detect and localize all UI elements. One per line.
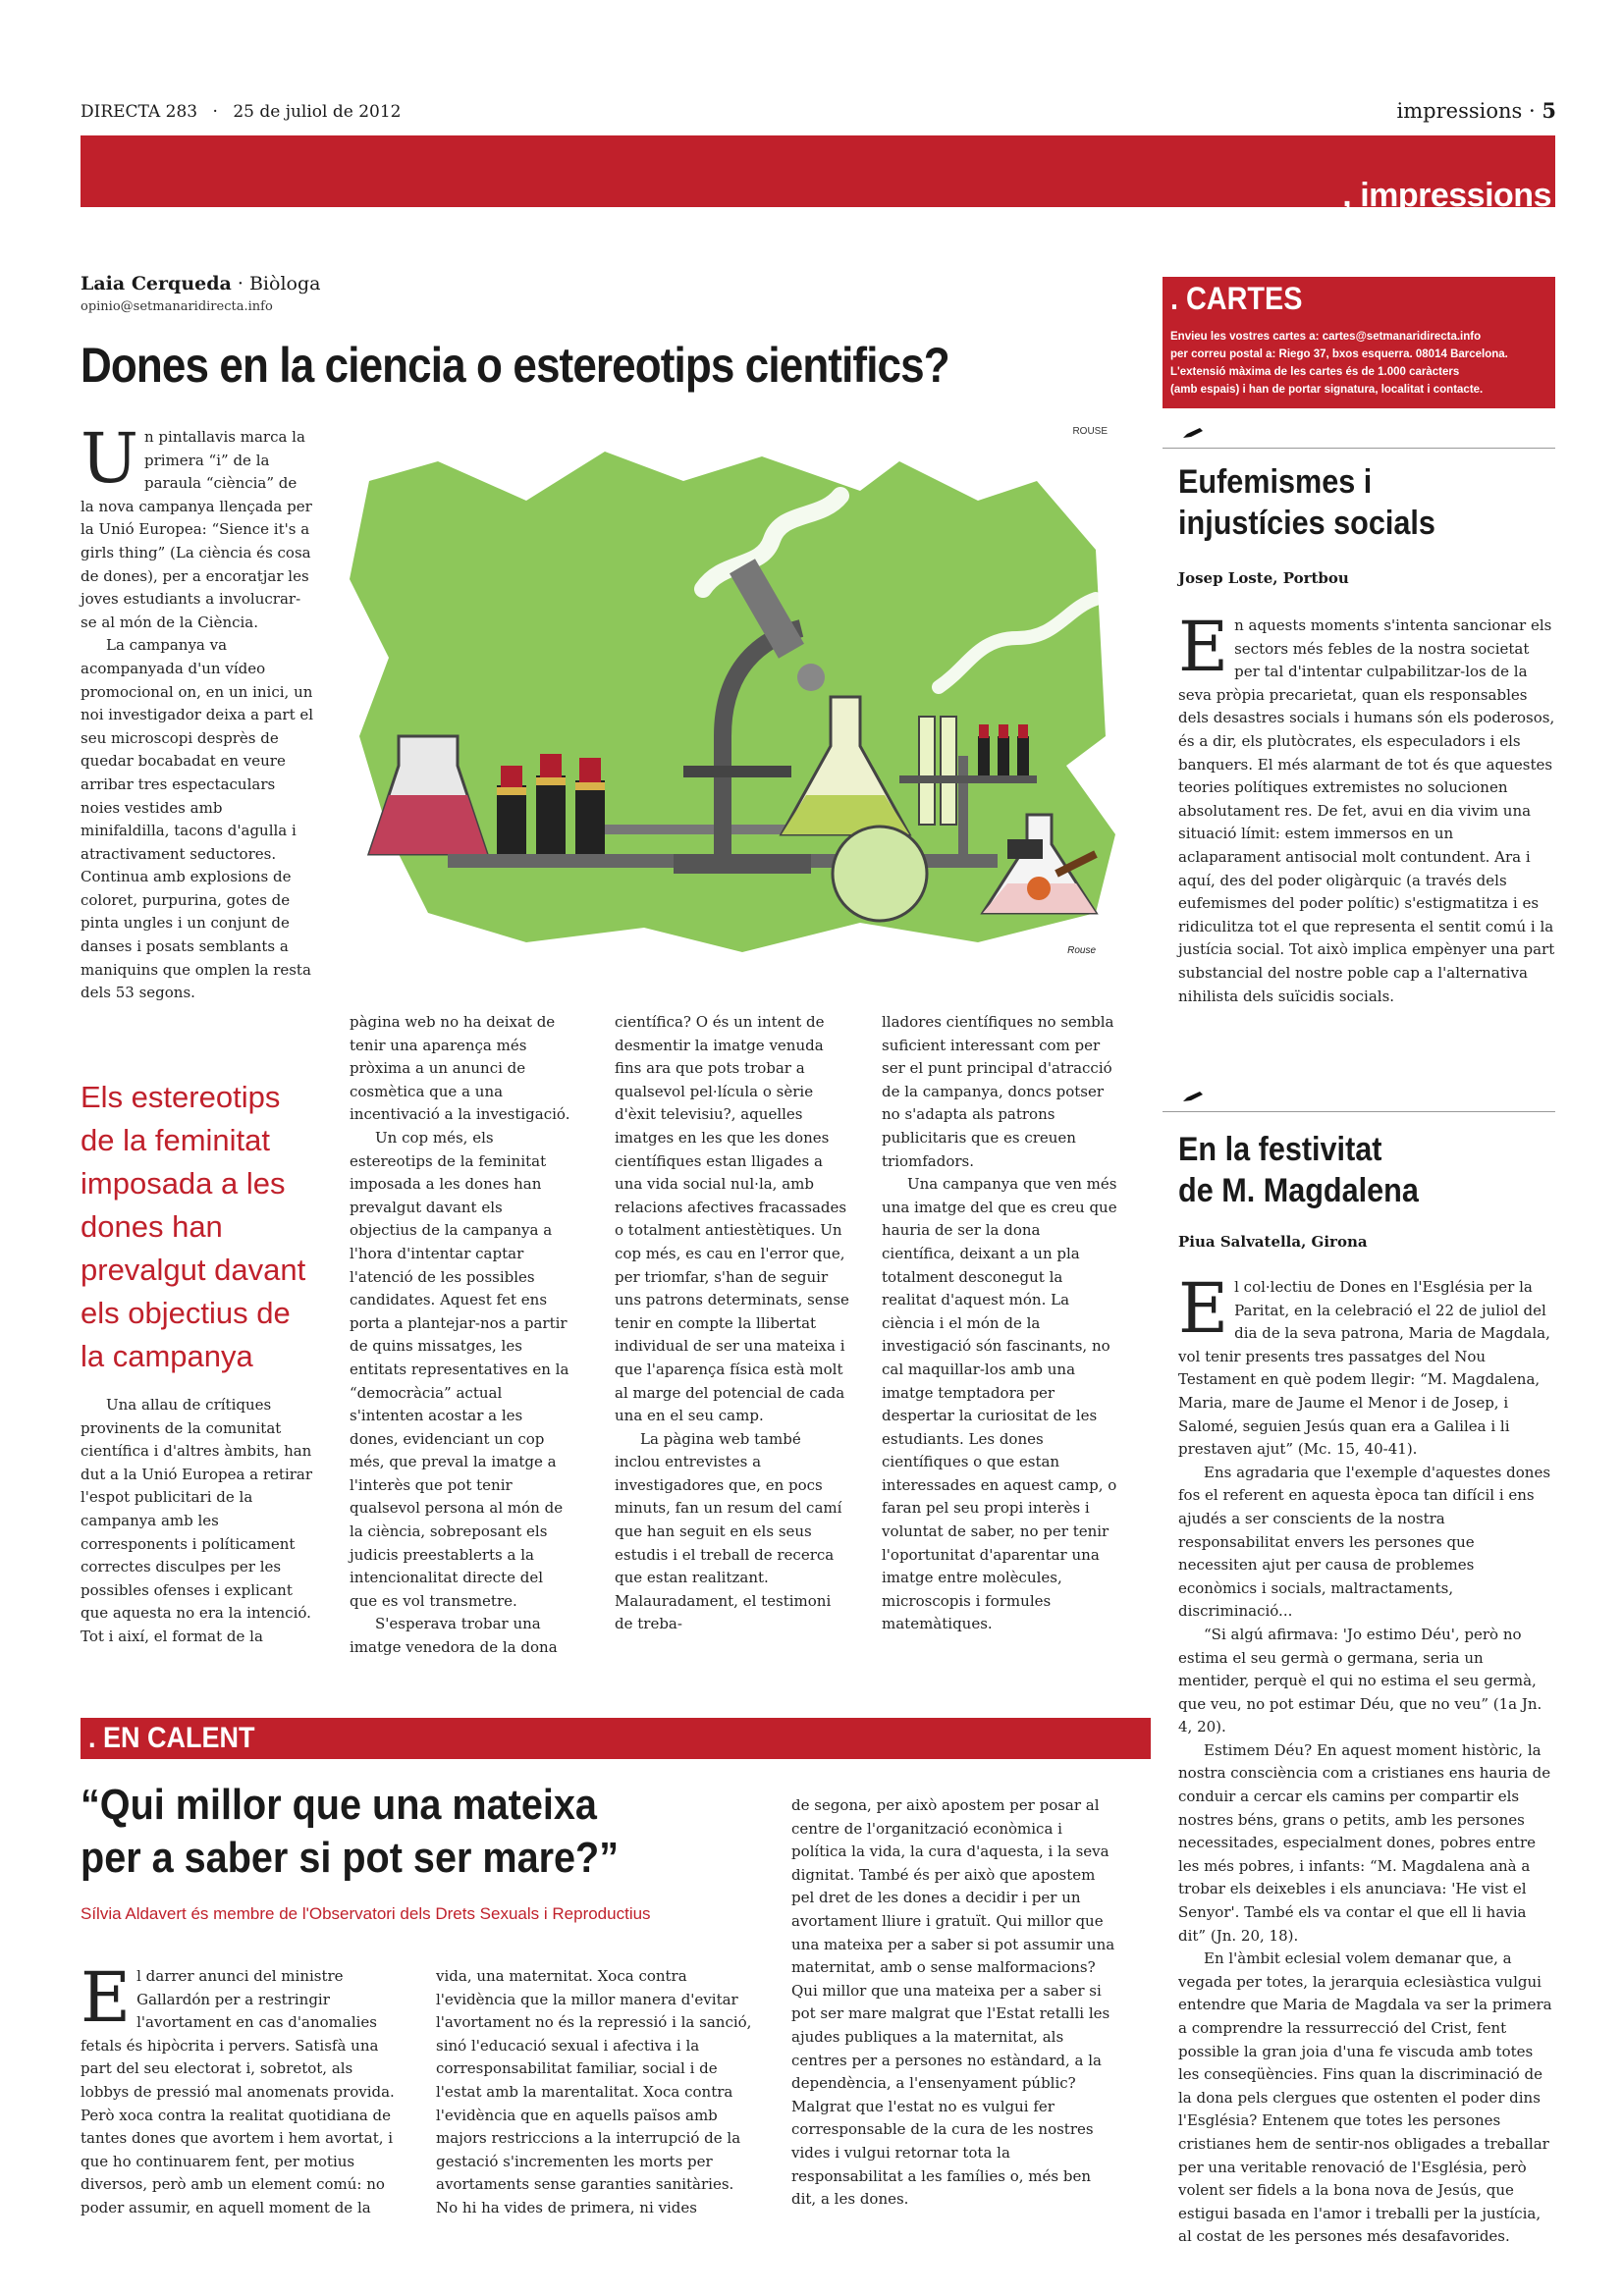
letter1-title-line1: Eufemismes i: [1178, 463, 1373, 501]
pen-icon: [1182, 426, 1204, 440]
main-headline: Dones en la ciencia o estereotips cientifics?: [81, 338, 949, 393]
letter2-p4: Estimem Déu? En aquest moment històric, la nostra consciència com a cristianes ens hauria de conduir a cercar els camins per compartir els nostres béns, grans o petits, amb les persones necessitades, especialment dones, pobres entre les més pobres, i infants: “M. Magdalena anà a trobar els deixebles i els anunciava: 'He vist el Senyor'. També els va contar el que ell li havia dit” (Jn. 20, 18).: [1178, 1740, 1551, 1945]
main-col3-p2: La pàgina web també inclou entrevistes a investigadores que, en pocs minuts, fan un resum del camí que han seguit en els seus estudis i el treball de recerca que estan realitzant. Malauradament, el testimoni de treba-: [615, 1429, 842, 1633]
en-calent-headline: [81, 1779, 619, 1885]
letter2-p5: En l'àmbit eclesial volem demanar que, a vegada per totes, la jerarquia eclesiàstica vulgui entendre que Maria de Magdala va ser la primera a comprendre la ressurrecció del Crist, fent possible la gran joia d'una fe viscuda amb totes les conseqüències. Fins quan la discriminació de la dona pels clergues que ostenten el poder dins l'Església? Entenem que totes les persones cristianes hem de sentir-nos obligades a treballar per una veritable renovació de l'Església, però volent ser fidels a la bona nova de Jesús, que estigui basada en l'amor i treballi per la justícia, al costat de les persones més desafavorides.: [1178, 1949, 1552, 2246]
letter2-title-line2: de M. Magdalena: [1178, 1172, 1419, 1209]
en-calent-byline: Sílvia Aldavert és membre de l'Observatori dels Drets Sexuals i Reproductius: [81, 1904, 651, 1923]
main-col1-top: [81, 418, 314, 1005]
section-banner: [81, 135, 1555, 212]
author-role: Biòloga: [248, 273, 321, 294]
page-section-number: [1397, 98, 1556, 123]
letter1-body: [1178, 607, 1555, 1008]
main-col1-bottom: [81, 1394, 314, 1649]
main-col2: [350, 1011, 571, 1660]
main-dropcap: U: [81, 418, 138, 499]
issue-number: DIRECTA 283: [81, 102, 198, 122]
pullquote: Els estereotips de la feminitat imposada a les dones han prevalgut davant els objectius de la campanya: [81, 1080, 306, 1373]
letter2-p3: “Si algú afirmava: 'Jo estimo Déu', però no estima el seu germà o germana, seria un mentider, perquè el qui no estima el seu germà, que veu, no pot estimar Déu, que no veu” (1a Jn. 4, 20).: [1178, 1625, 1542, 1736]
letter2-body: [1178, 1268, 1555, 2249]
letter1-author: Josep Loste, Portbou: [1178, 569, 1349, 587]
laboratory-lipstick-illustration: [350, 442, 1115, 962]
page-number: 5: [1542, 98, 1556, 123]
letter1-title: [1178, 461, 1435, 544]
banner-title: , impressions: [1342, 177, 1551, 212]
page-header: [81, 102, 1553, 128]
main-col2-p1: pàgina web no ha deixat de tenir una aparença més pròxima a un anunci de cosmètica que a una incentivació a la investigació.: [350, 1013, 570, 1124]
main-col2-p2: Un cop més, els estereotips de la feminitat imposada a les dones han prevalgut davant els objectius de la campanya a l'hora d'intentar captar l'atenció de les possibles candidates. Aquest fet ens porta a plantejar-nos a partir de quins missatges, les entitats representatives en la “democràcia” actual s'intenten acostar a les dones, evidenciant un cop més, que preval la imatge a l'interès que pot tenir qualsevol persona al món de la ciència, sobreposant els judicis preestablerts a la intencionalitat directe del que es vol transmetre.: [350, 1128, 569, 1610]
letter1-title-line2: injustícies socials: [1178, 505, 1435, 542]
section-label: impressions: [1396, 99, 1523, 123]
page-dot: ·: [1529, 99, 1536, 123]
author-line: [81, 273, 320, 294]
letter2-p2: Ens agradaria que l'exemple d'aquestes dones fos el referent en aquesta època tan difícil i ens ajudés a ser conscients de la nostra responsabilitat envers les persones que necessiten ajut per causa de problemes econòmics i socials, maltractaments, discriminació...: [1178, 1463, 1551, 1621]
en-calent-col1: [81, 1957, 401, 2220]
cartes-info-line1: Envieu les vostres cartes a: cartes@setmanaridirecta.info: [1170, 331, 1482, 343]
letter1-divider: [1163, 448, 1555, 449]
cartes-box: [1163, 277, 1555, 408]
main-col2-p3: S'esperava trobar una imatge venedora de la dona: [350, 1615, 558, 1657]
en-calent-label: . EN CALENT: [88, 1722, 255, 1754]
main-col1-p1: n pintallavis marca la primera “i” de la paraula “ciència” de la nova campanya llençada per la Unió Europea: “Sience it's a girls thing” (La ciència és cosa de dones), per a encoratjar les joves estudiants a involucrar-se al món de la Ciència.: [81, 428, 312, 631]
en-calent-headline-line1: “Qui millor que una mateixa: [81, 1781, 597, 1829]
letter1-dropcap: E: [1178, 607, 1229, 687]
en-calent-col2: [436, 1965, 760, 2220]
cartes-info-line3: L'extensió màxima de les cartes és de 1.000 caràcters: [1170, 366, 1460, 378]
letter2-author: Piua Salvatella, Girona: [1178, 1233, 1368, 1251]
illustration-signature: Rouse: [1067, 945, 1096, 956]
cartes-label: . CARTES: [1170, 281, 1303, 316]
letter2-title-line1: En la festivitat: [1178, 1131, 1382, 1168]
pen-icon: [1182, 1090, 1204, 1103]
main-col4-p1: lladores científiques no sembla suficient interessant com per ser el punt principal d'atracció de la campanya, doncs potser no s'adapta als patrons publicitaris que es creuen triomfadors.: [882, 1013, 1114, 1170]
main-col4: [882, 1011, 1117, 1636]
cartes-info: [1170, 328, 1508, 399]
en-calent-headline-line2: per a saber si pot ser mare?”: [81, 1834, 620, 1882]
author-name: Laia Cerqueda: [81, 273, 232, 294]
letter2-title: [1178, 1129, 1419, 1211]
author-email: opinio@setmanaridirecta.info: [81, 299, 273, 314]
illustration-credit: ROUSE: [1072, 426, 1108, 437]
en-calent-col3: [791, 1794, 1119, 2212]
en-calent-col2-text: vida, una maternitat. Xoca contra l'evidència que la millor manera d'evitar l'avortament no és la repressió i la sanció, sinó l'educació sexual i afectiva i la corresponsabilitat familiar, social i de l'estat amb la marentalitat. Xoca contra l'evidència que en aquells països amb majors restriccions a la interrupció de la gestació s'incrementen les morts per avortaments sense garanties sanitàries. No hi ha vides de primera, ni vides: [436, 1967, 752, 2216]
header-separator: ·: [212, 102, 218, 122]
letter1-text: n aquests moments s'intenta sancionar els sectors més febles de la nostra societat per tal d'intentar culpabilitzar-los de la seva pròpia precarietat, quan els responsables dels desastres socials i humans són els poderosos, és a dir, els plutòcrates, els especuladors i els banquers. El més alarmant de tot és que aquestes teories polítiques extremistes no solucionen absolutament res. De fet, avui en dia vivim una situació límit: estem immersos en un aclaparament antisocial molt contundent. Ara i aquí, des del poder oligàrquic (a través dels eufemismes del poder polític) s'estigmatitza i es ridiculitza tot el que representa el sentit comú i la justícia social. Tot això implica empènyer una part substancial del nostre poble cap a l'alternativa nihilista dels suïcidis socials.: [1178, 616, 1555, 1005]
letter2-dropcap: E: [1178, 1268, 1229, 1349]
main-col4-p2: Una campanya que ven més una imatge del que es creu que hauria de ser la dona científica, deixant a un pla totalment desconegut la realitat d'aquest món. La ciència i el món de la investigació són fascinants, no cal maquillar-los amb una imatge temptadora per despertar la curiositat de les estudiants. Les dones científiques o que estan interessades en aquest camp, o faran pel seu propi interès i voluntat de saber, no per tenir l'oportunitat d'aparentar una imatge entre molècules, microscopis i formules matemàtiques.: [882, 1175, 1117, 1633]
main-col1-p3: Una allau de crítiques provinents de la comunitat científica i d'altres àmbits, han dut a la Unió Europea a retirar l'espot publicitari de la campanya amb les corresponents i políticament correctes disculpes per les possibles ofenses i explicant que aquesta no era la intenció. Tot i així, el format de la: [81, 1396, 313, 1645]
letter2-p1: l col·lectiu de Dones en l'Església per la Paritat, en la celebració el 22 de juliol del dia de la seva patrona, Maria de Magdala, vol tenir presents tres passatges del Nou Testament en què podem llegir: “M. Magdalena, Maria, mare de Jaume el Menor i de Josep, i Salomé, seguien Jesús quan era a Galilea i li prestaven ajut” (Mc. 15, 40-41).: [1178, 1278, 1550, 1459]
illustration: [350, 426, 1115, 962]
main-col1-p2: La campanya va acompanyada d'un vídeo promocional on, en un inici, un noi investigador deixa a part el seu microscopi desprès de quedar bocabadat en veure arribar tres espectaculars noies vestides amb minifaldilla, tacons d'agulla i atractivament seductores. Continua amb explosions de coloret, purpurina, gotes de pinta ungles i un conjunt de danses i posats semblants a maniquins que omplen la resta dels 53 segons.: [81, 636, 314, 1002]
en-calent-col1-text: l darrer anunci del ministre Gallardón per a restringir l'avortament en cas d'anomalies fetals és hipòcrita i pervers. Satisfà una part del seu electorat i, sobretot, als lobbys de pressió mal anomenats provida. Però xoca contra la realitat quotidiana de tantes dones que avortem i hem avortat, i que ho continuarem fent, per motius diversos, però amb un element comú: no poder assumir, en aquell moment de la: [81, 1967, 395, 2216]
en-calent-dropcap: E: [81, 1957, 132, 2038]
cartes-info-line4: (amb espais) i han de portar signatura, localitat i contacte.: [1170, 384, 1484, 396]
main-col3: [615, 1011, 850, 1636]
main-col3-p1: científica? O és un intent de desmentir la imatge venuda fins ara que pots trobar a qualsevol pel·lícula o sèrie d'èxit televisiu?, aquelles imatges en les que les dones científiques estan lligades a una vida social nul·la, amb relacions afectives fracassades o totalment antiestètiques. Un cop més, es cau en l'error que, per triomfar, s'han de seguir uns patrons determinats, sense tenir en compte la llibertat individual de ser una mateixa i que l'aparença física està molt al marge del potencial de cada una en el seu camp.: [615, 1013, 849, 1425]
letter2-divider: [1163, 1111, 1555, 1112]
cartes-info-line2: per correu postal a: Riego 37, bxos esquerra. 08014 Barcelona.: [1170, 348, 1508, 360]
author-separator: ·: [237, 273, 243, 294]
issue-date: 25 de juliol de 2012: [233, 102, 402, 122]
en-calent-col3-text: de segona, per això apostem per posar al centre de l'organització econòmica i política la vida, la cura d'aquesta, i la seva dignitat. També és per això que apostem pel dret de les dones a decidir i per un avortament lliure i gratuït. Qui millor que una mateixa per a saber si pot assumir una maternitat, amb o sense malformacions? Qui millor que una mateixa per a saber si pot ser mare malgrat que l'Estat retalli les ajudes publiques a la maternitat, als centres per a persones no estàndard, a la dependència, a l'ensenyament públic? Malgrat que l'estat no es vulgui fer corresponsable de la cura de les nostres vides i vulgui retornar tota la responsabilitat a les famílies o, més ben dit, a les dones.: [791, 1796, 1115, 2209]
en-calent-banner: [81, 1718, 1151, 1759]
